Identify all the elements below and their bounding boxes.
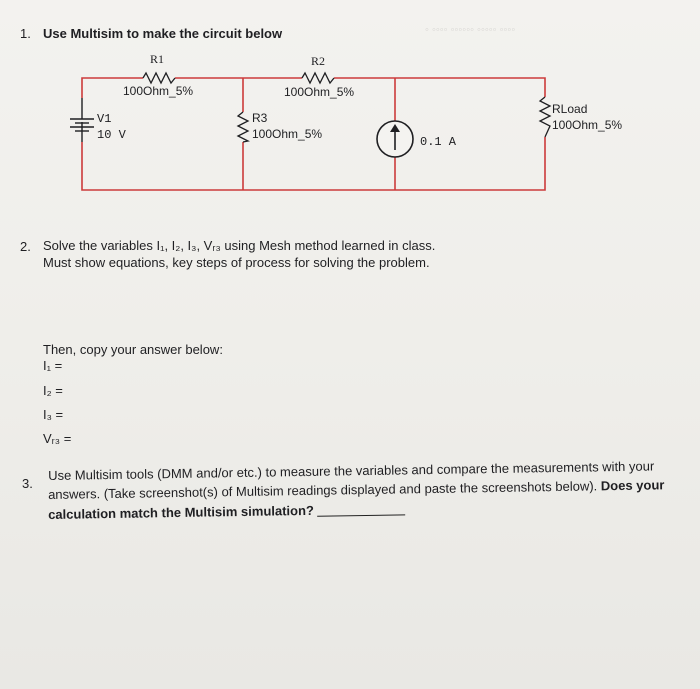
r1-name: R1 xyxy=(150,52,165,66)
answer-blank-line[interactable] xyxy=(318,514,406,516)
q1-text-bold: Use Multisim to make the circuit below xyxy=(43,26,283,41)
r3-resistor-symbol xyxy=(238,112,248,142)
battery-symbol xyxy=(70,98,94,142)
answer-vr3-label: Vᵣ₃ = xyxy=(43,431,72,446)
r1-value: 100Ohm_5% xyxy=(123,84,194,98)
q3-line1: Use Multisim tools (DMM and/or etc.) to measure the variables and compare the measurements with your xyxy=(48,458,655,483)
q3-number: 3. xyxy=(22,476,33,491)
q3-line3-bold: calculation match the Multisim simulation? xyxy=(48,502,315,522)
r2-resistor-symbol xyxy=(302,73,334,83)
q3-line2-bold: Does your xyxy=(600,477,665,494)
wire-bottom xyxy=(82,137,545,190)
answer-i3-label: I₃ = xyxy=(43,407,64,422)
r2-name: R2 xyxy=(311,54,326,68)
q2-line2: Must show equations, key steps of process for solving the problem. xyxy=(43,255,430,270)
q3-line2-text: answers. (Take screenshot(s) of Multisim readings displayed and paste the screenshots below). xyxy=(48,478,601,502)
r1-resistor-symbol xyxy=(143,73,175,83)
rload-value: 100Ohm_5% xyxy=(552,118,623,132)
q2-number: 2. xyxy=(20,239,31,254)
r3-name: R3 xyxy=(252,111,268,125)
answer-i1-label: I₁ = xyxy=(43,358,63,373)
v1-name: V1 xyxy=(97,112,112,126)
v1-value: 10 V xyxy=(97,128,126,142)
r3-value: 100Ohm_5% xyxy=(252,127,323,141)
current-source-symbol xyxy=(377,121,413,157)
source-value: 0.1 A xyxy=(420,135,457,149)
rload-name: RLoad xyxy=(552,102,588,116)
r2-value: 100Ohm_5% xyxy=(284,85,355,99)
q1-number: 1. xyxy=(20,26,31,41)
q2-line1: Solve the variables I₁, I₂, I₃, Vᵣ₃ using Mesh method learned in class. xyxy=(43,238,436,253)
bleed-through-text: ◦ ◦◦◦◦ ◦◦◦◦◦◦ ◦◦◦◦◦ ◦◦◦◦ xyxy=(425,24,516,36)
answer-i2-label: I₂ = xyxy=(43,383,63,398)
wire-top-right xyxy=(334,78,545,97)
rload-resistor-symbol xyxy=(540,97,550,137)
answers-intro: Then, copy your answer below: xyxy=(43,342,223,357)
